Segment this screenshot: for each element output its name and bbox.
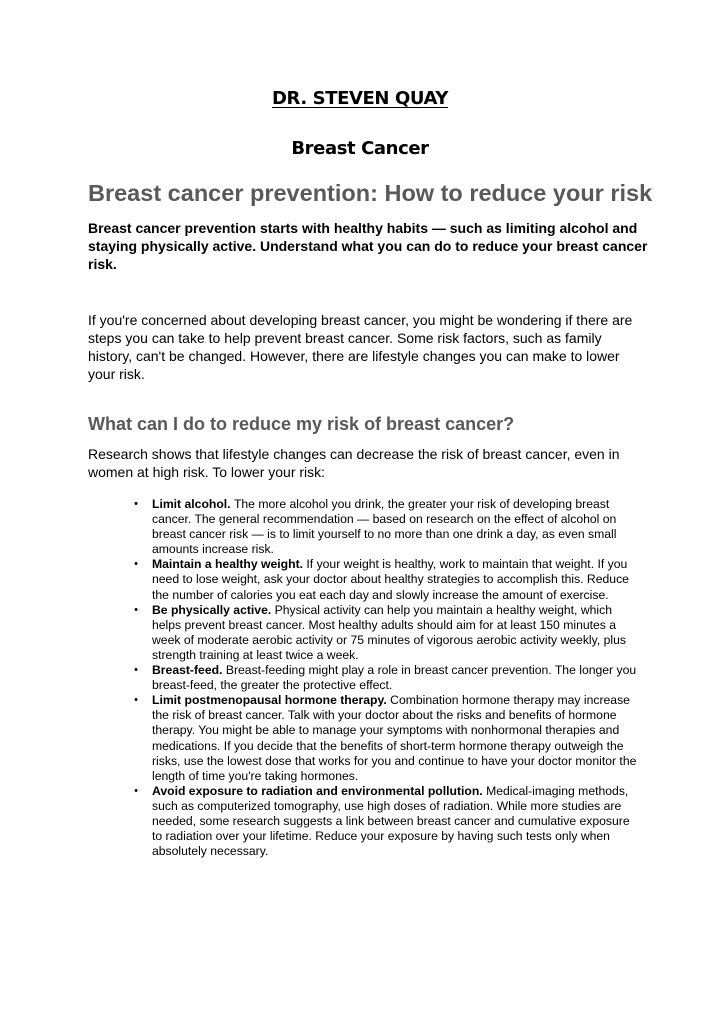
- tip-title: Avoid exposure to radiation and environmental pollution.: [152, 783, 487, 798]
- tip-title: Be physically active.: [152, 602, 275, 617]
- tip-item-physically-active: [134, 602, 637, 663]
- subject-heading: Breast Cancer: [291, 138, 429, 159]
- author-heading: DR. STEVEN QUAY: [272, 88, 448, 109]
- bullet-icon: •: [134, 498, 138, 510]
- tip-title: Limit postmenopausal hormone therapy.: [152, 693, 391, 708]
- tip-title: Limit alcohol.: [152, 497, 234, 511]
- intro-paragraph: Breast cancer prevention starts with healthy habits — such as limiting alcohol and staying physically active. Understand what you can do to reduce your breast cancer risk.: [88, 220, 648, 272]
- tip-title: Breast-feed.: [152, 663, 226, 678]
- tip-item-healthy-weight: [134, 557, 637, 602]
- tip-text: If your weight is healthy, work to maintain that weight. If you need to lose weight, ask your doctor about healthy strategies to accomplish this. Reduce the number of calories you eat each day and slowly increase the amount of exercise.: [152, 557, 629, 602]
- tip-item-avoid-radiation: [134, 783, 637, 859]
- body-paragraph-2: Research shows that lifestyle changes can decrease the risk of breast cancer, even in women at high risk. To lower your risk:: [88, 446, 620, 480]
- bullet-icon: •: [134, 558, 138, 571]
- tip-text: Breast-feeding might play a role in breast cancer prevention. The longer you breast-feed, the greater the protective effect.: [152, 663, 637, 693]
- article-title: Breast cancer prevention: How to reduce your risk: [88, 180, 653, 206]
- tip-item-breast-feed: [134, 663, 637, 693]
- tip-text: Physical activity can help you maintain a healthy weight, which helps prevent breast cancer. Most healthy adults should aim for at least 150 minutes a week of moderate aerobic activity or 75 minutes of vigorous aerobic activity weekly, plus strength training at least twice a week.: [152, 602, 626, 662]
- body-paragraph-1: If you're concerned about developing breast cancer, you might be wondering if there are steps you can take to help prevent breast cancer. Some risk factors, such as family history, can't be changed. However, there are lifestyle changes you can make to lower your risk.: [88, 312, 633, 382]
- tip-item-limit-alcohol: [134, 497, 637, 557]
- prevention-tips-list: [134, 497, 637, 859]
- tip-title: Maintain a healthy weight.: [152, 557, 307, 572]
- bullet-icon: •: [134, 664, 138, 677]
- bullet-icon: •: [134, 784, 138, 797]
- tip-text: Combination hormone therapy may increase the risk of breast cancer. Talk with your doctor about the risks and benefits of hormone therapy. You might be able to manage your symptoms with nonhormonal therapies and medications. If you decide that the benefits of short-term hormone therapy outweigh the risks, use the lowest dose that works for you and continue to have your doctor monitor the length of time you're taking hormones.: [152, 693, 637, 783]
- tip-item-hormone-therapy: [134, 693, 637, 784]
- bullet-icon: •: [134, 694, 138, 707]
- bullet-icon: •: [134, 603, 138, 616]
- tip-text: The more alcohol you drink, the greater your risk of developing breast cancer. The general recommendation — based on research on the effect of alcohol on breast cancer risk — is to limit yourself to no more than one drink a day, as even small amounts increase risk.: [152, 497, 617, 557]
- tip-text: Medical-imaging methods, such as computerized tomography, use high doses of radiation. While more studies are needed, some research suggests a link between breast cancer and cumulative exposure to radiation over your lifetime. Reduce your exposure by having such tests only when absolutely necessary.: [152, 783, 630, 859]
- section-heading: What can I do to reduce my risk of breast cancer?: [88, 414, 515, 434]
